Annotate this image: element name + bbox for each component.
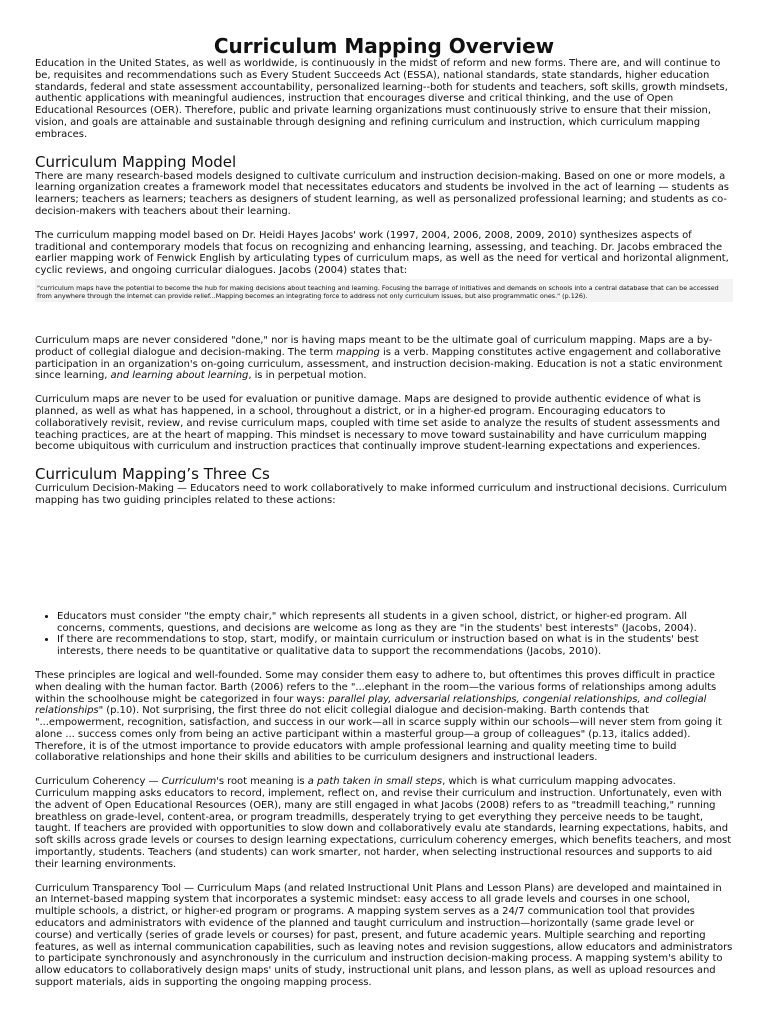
three-cs-paragraph-2 (35, 670, 733, 764)
text-run: 's root meaning is (216, 776, 308, 788)
emphasis-text: a path taken in small steps (307, 776, 443, 788)
list-item: • If there are recommendations to stop, start, modify, or maintain curriculum or instruction based on what is in the students' best interests, there needs to be quantitative or qualitative data to support the recommendations (Jacobs, 2010). (57, 634, 733, 658)
page-title: Curriculum Mapping Overview (213, 34, 555, 58)
section-heading-three-cs: Curriculum Mapping’s Three Cs (35, 465, 270, 484)
text-run: is a verb. Mapping constitutes active engagement and collaborative participation in an organization's on-going curriculum, assessment, and instruction decision-making. Education is not a static environment since learning, (35, 346, 723, 382)
list-item: • Educators must consider "the empty chair," which represents all students in a given school, district, or higher-ed program. All concerns, comments, questions, and decisions are welcome as long as they are "in the students' best interests" (Jacobs, 2004). (57, 611, 733, 635)
text-run: " (p.10). Not surprising, the first three do not elicit collegial dialogue and decision-making. Barth contends that "...empowerment, recognition, satisfaction, and success in our work—all in scarce supply within our schools—will never stem from going it alone ... success comes only from being an active participant within a masterful group—a group of colleagues" (p.13, italics added). Therefore, it is of the utmost importance to provide educators with ample professional learning and quality meeting time to build collaborative relationships and hone their skills and abilities to be curriculum designers and instructional leaders. (35, 705, 722, 764)
three-cs-paragraph-3 (35, 776, 733, 870)
model-paragraph-4: Curriculum maps are never to be used for evaluation or punitive damage. Maps are designed to provide authentic evidence of what is planned, as well as what has happened, in a school, throughout a district, or in a higher-ed program. Encouraging educators to collaboratively revisit, review, and revise curriculum maps, coupled with time set aside to analyze the results of student assessments and teaching practices, are at the heart of mapping. This mindset is necessary to move toward sustainability and have curriculum mapping become ubiquitous with curriculum and instruction practices that continually improve student-learning expectations and experiences. (35, 394, 721, 453)
text-run: Curriculum Coherency — (35, 776, 162, 788)
text-run: These principles are logical and well-founded. Some may consider them easy to adhere to, but oftentimes this proves difficult in practice when dealing with the human factor. Barth (2006) refers to the "...elephant in the room—the various forms of relationships among adults within the schoolhouse might be categorized in four ways: (35, 669, 717, 705)
emphasis-text: mapping (336, 346, 380, 358)
three-cs-paragraph-1: Curriculum Decision-Making — Educators need to work collaboratively to make informed curriculum and instructional decisions. Curriculum mapping has two guiding principles related to these actions: (35, 483, 727, 506)
principles-list (35, 611, 733, 658)
section-heading-model: Curriculum Mapping Model (35, 152, 237, 171)
text-run: Curriculum maps are never considered "done," nor is having maps meant to be the ultimate goal of curriculum mapping. Maps are a by-product of collegial dialogue and decision-making. The term (35, 334, 713, 358)
document-page (35, 34, 733, 989)
text-run: , which is what curriculum mapping advocates. Curriculum mapping asks educators to record, implement, reflect on, and revise their curriculum and instruction. Unfortunately, even with the advent of Open Educational Resources (OER), many are still engaged in what Jacobs (2008) refers to as "treadmill teaching," running breathless on grade-level, content-area, or program treadmills, desperately trying to get everything they perceive needs to be taught, taught. If teachers are provided with opportunities to slow down and collaboratively evalu ate standards, learning expectations, habits, and soft skills across grade levels or courses to design learning expectations, curriculum coherency emerges, which benefits teachers, and most importantly, students. Teachers (and students) can work smarter, not harder, when selecting instructional resources and supports to aid their learning environments. (35, 776, 732, 870)
three-cs-paragraph-4: Curriculum Transparency Tool — Curriculum Maps (and related Instructional Unit Plans and Lesson Plans) are developed and maintained in an Internet-based mapping system that incorporates a systemic mindset: easy access to all grade levels and courses in one school, multiple schools, a district, or higher-ed program or programs. A mapping system serves as a 24/7 communication tool that provides educators and administrators with evidence of the planned and taught curriculum and instruction—horizontally (same grade level or course) and vertically (series of grade levels or courses) for past, present, and future academic years. Multiple searching and reporting features, as well as internal communication capabilities, such as leaving notes and revision suggestions, allow educators and administrators to participate synchronously and asynchronously in the curriculum and instruction decision-making process. A mapping system's ability to allow educators to collaboratively design maps' units of study, instructional unit plans, and lesson plans, as well as upload resources and support materials, aids in supporting the ongoing mapping process. (35, 882, 733, 989)
emphasis-text: Curriculum (161, 776, 217, 788)
model-paragraph-1: There are many research-based models designed to cultivate curriculum and instruction decision-making. Based on one or more models, a learning organization creates a framework model that necessitates educators and students be involved in the act of learning — students as learners; teachers as learners; teachers as designers of student learning, as well as personalized professional learning; and students as co-decision-makers with teachers about their learning. (35, 170, 729, 217)
block-quote: "curriculum maps have the potential to become the hub for making decisions about teaching and learning. Focusing the barrage of initiatives and demands on schools into a central database that can be accessed from anywhere through the Internet can provide relief...Mapping becomes an integrating force to address not only curriculum issues, but also programmatic ones." (p.126). (35, 279, 733, 302)
emphasis-text: and learning about learning (110, 370, 249, 382)
text-run: , is in perpetual motion. (248, 370, 367, 382)
model-paragraph-2: The curriculum mapping model based on Dr. Heidi Hayes Jacobs' work (1997, 2004, 2006, 2008, 2009, 2010) synthesizes aspects of traditional and contemporary models that focus on recognizing and enhancing learning, assessing, and teaching. Dr. Jacobs embraced the earlier mapping work of Fenwick English by articulating types of curriculum maps, as well as the need for vertical and horizontal alignment, cyclic reviews, and ongoing curricular dialogues. Jacobs (2004) states that: (35, 229, 729, 277)
emphasis-text: parallel play, adversarial relationships, congenial relationships, and collegial relationships (35, 693, 707, 717)
model-paragraph-3 (35, 335, 733, 382)
intro-paragraph: Education in the United States, as well as worldwide, is continuously in the midst of reform and new forms. There are, and will continue to be, requisites and recommendations such as Every Student Succeeds Act (ESSA), national standards, state standards, higher education standards, federal and state assessment accountability, personalized learning--both for students and teachers, soft skills, growth mindsets, authentic applications with meaningful audiences, instruction that encourages diverse and critical thinking, and the use of Open Educational Resources (OER). Therefore, public and private learning organizations must continuously strive to ensure that their mission, vision, and goals are attainable and sustainable through designing and refining curriculum and instruction, which curriculum mapping embraces. (35, 58, 728, 140)
